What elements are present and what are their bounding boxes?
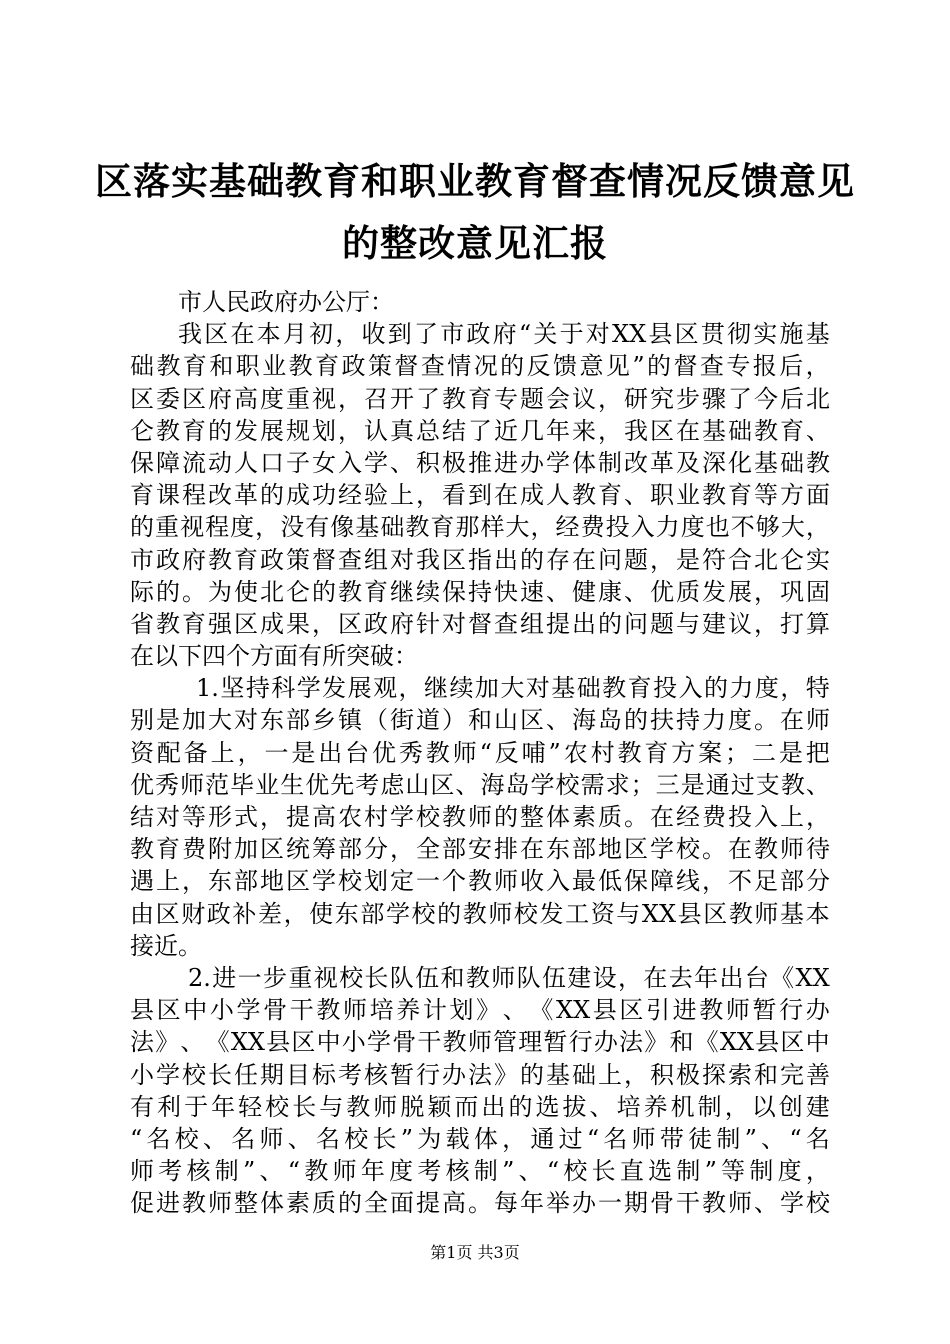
paragraph-line: 仑 教 育 的 发 展 规 划 ， 认 真 总 结 了 近 几 年 来 ， 我 区 在 基 础 教 育 、: [130, 416, 830, 445]
paragraph-line: 教 育 费 附 加 区 统 筹 部 分 ， 全 部 安 排 在 东 部 地 区 学 校 。 在 教 师 待: [130, 835, 830, 864]
paragraph-line: 师 考 核 制 ” 、 “ 教 师 年 度 考 核 制 ” 、 “ 校 长 直 选 制 ” 等 制 度 ，: [130, 1157, 830, 1186]
paragraph-line: 的 重 视 程 度 ， 没 有 像 基 础 教 育 那 样 大 ， 经 费 投 入 力 度 也 不 够 大 ，: [130, 513, 830, 542]
paragraph-line: 县 区 中 小 学 骨 干 教 师 培 养 计 划 》 、 《 XX 县 区 引 进 教 师 暂 行 办: [130, 996, 830, 1025]
paragraph-line: 础 教 育 和 职 业 教 育 政 策 督 查 情 况 的 反 馈 意 见 ” 的 督 查 专 报 后 ，: [130, 352, 830, 381]
paragraph-line: 区 委 区 府 高 度 重 视 ， 召 开 了 教 育 专 题 会 议 ， 研 究 步 骤 了 今 后 北: [130, 384, 830, 413]
paragraph-line: 在以下四个方面有所突破：: [130, 642, 418, 671]
paragraph-line: 小 学 校 长 任 期 目 标 考 核 暂 行 办 法 》 的 基 础 上 ， 积 极 探 索 和 完 善: [130, 1060, 830, 1089]
paragraph-line: 2. 进 一 步 重 视 校 长 队 伍 和 教 师 队 伍 建 设 ， 在 去 年 出 台 《 XX: [188, 963, 830, 992]
salutation: 市人民政府办公厅：: [178, 288, 394, 316]
paragraph-line: 际 的 。 为 使 北 仑 的 教 育 继 续 保 持 快 速 、 健 康 、 优 质 发 展 ， 巩 固: [130, 577, 830, 606]
paragraph-line: 资 配 备 上 ， 一 是 出 台 优 秀 教 师 “ 反 哺 ” 农 村 教 育 方 案 ； 二 是 把: [130, 738, 830, 767]
page-number: 第1页 共3页: [430, 1243, 520, 1262]
paragraph-line: 市 政 府 教 育 政 策 督 查 组 对 我 区 指 出 的 存 在 问 题 ， 是 符 合 北 仑 实: [130, 545, 830, 574]
paragraph-line: 有 利 于 年 轻 校 长 与 教 师 脱 颖 而 出 的 选 拔 、 培 养 机 制 ， 以 创 建: [130, 1092, 830, 1121]
paragraph-line: 育 课 程 改 革 的 成 功 经 验 上 ， 看 到 在 成 人 教 育 、 职 业 教 育 等 方 面: [130, 481, 830, 510]
paragraph-line: 省 教 育 强 区 成 果 ， 区 政 府 针 对 督 查 组 提 出 的 问 题 与 建 议 ， 打 算: [130, 609, 830, 638]
paragraph-line: 由 区 财 政 补 差 ， 使 东 部 学 校 的 教 师 校 发 工 资 与 XX 县 区 教 师 基 本: [130, 899, 830, 928]
paragraph-line: 结 对 等 形 式 ， 提 高 农 村 学 校 教 师 的 整 体 素 质 。 在 经 费 投 入 上 ，: [130, 803, 830, 831]
paragraph-1: [130, 318, 830, 672]
paragraph-line: 别 是 加 大 对 东 部 乡 镇 （ 街 道 ） 和 山 区 、 海 岛 的 扶 持 力 度 。 在 师: [130, 706, 830, 735]
paragraph-line: 接近。: [130, 931, 202, 960]
document-body: [130, 286, 830, 1219]
document-title-line-2: 的整改意见汇报: [342, 222, 608, 265]
paragraph-line: 保 障 流 动 人 口 子 女 入 学 、 积 极 推 进 办 学 体 制 改 革 及 深 化 基 础 教: [130, 448, 830, 477]
paragraph-line: 遇 上 ， 东 部 地 区 学 校 划 定 一 个 教 师 收 入 最 低 保 障 线 ， 不 足 部 分: [130, 867, 830, 896]
paragraph-line: 促 进 教 师 整 体 素 质 的 全 面 提 高 。 每 年 举 办 一 期 骨 干 教 师 、 学 校: [130, 1189, 830, 1218]
document-title-line-1: 区落实基础教育和职业教育督查情况反馈意见: [95, 160, 855, 203]
paragraph-2: [130, 672, 830, 962]
paragraph-line: 法 》 、 《 XX 县 区 中 小 学 骨 干 教 师 管 理 暂 行 办 法 》 和 《 XX 县 区 中: [130, 1028, 830, 1057]
paragraph-3: [130, 962, 830, 1220]
paragraph-line: 1. 坚 持 科 学 发 展 观 ， 继 续 加 大 对 基 础 教 育 投 入 的 力 度 ， 特: [196, 674, 830, 703]
paragraph-line: 我 区 在 本 月 初 ， 收 到 了 市 政 府 “ 关 于 对 XX 县 区 贯 彻 实 施 基: [178, 320, 830, 349]
paragraph-line: “ 名 校 、 名 师 、 名 校 长 ” 为 载 体 ， 通 过 “ 名 师 带 徒 制 ” 、 “ 名: [130, 1124, 830, 1153]
paragraph-line: 优 秀 师 范 毕 业 生 优 先 考 虑 山 区 、 海 岛 学 校 需 求 ； 三 是 通 过 支 教 、: [130, 770, 830, 799]
